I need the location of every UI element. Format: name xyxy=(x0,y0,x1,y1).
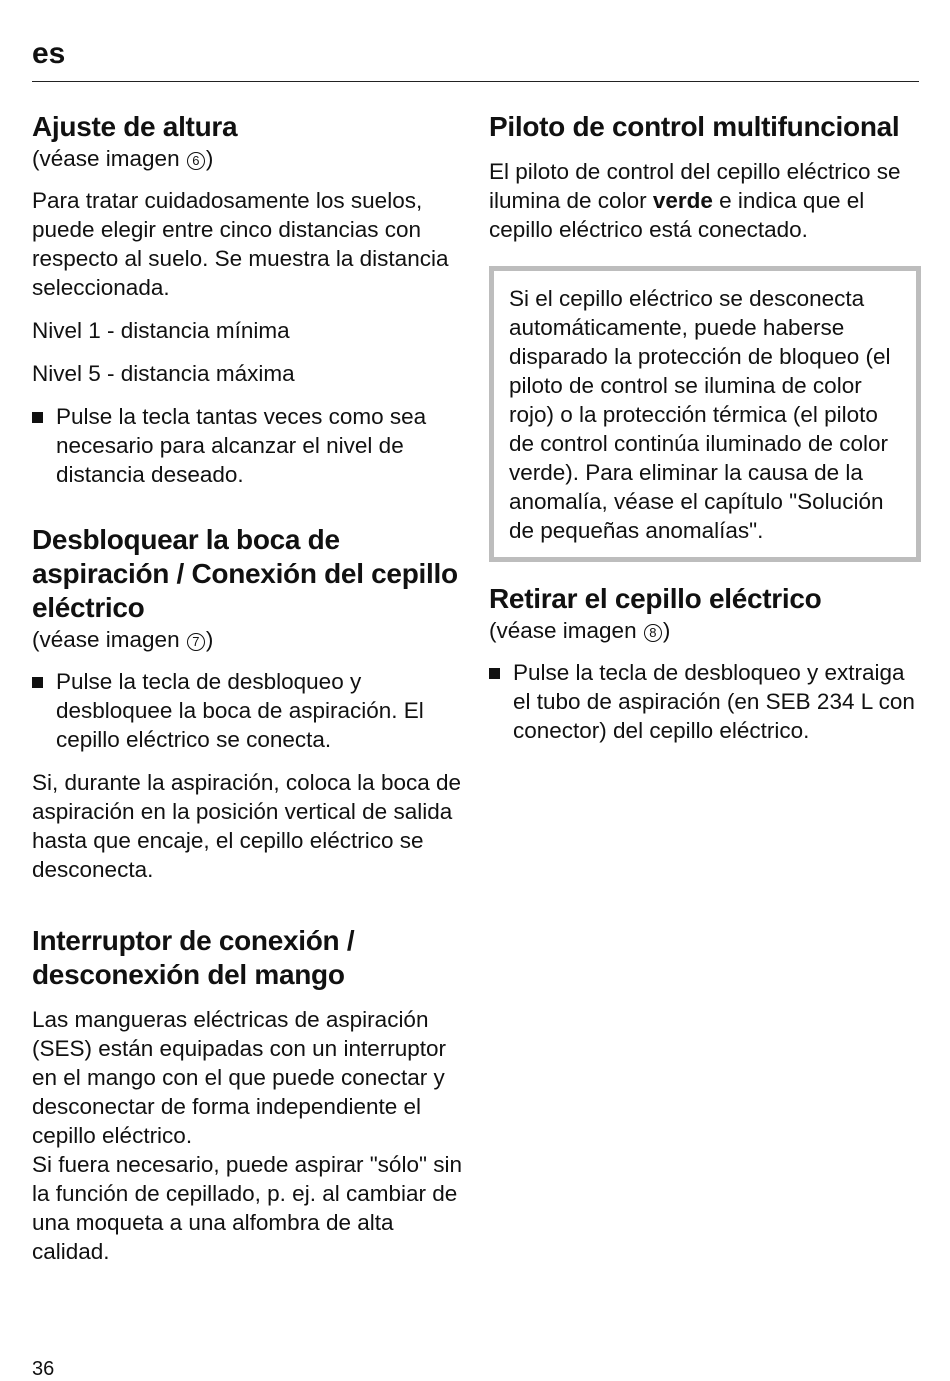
list-item: Pulse la tecla tantas veces como sea necesario para alcanzar el nivel de distancia deseado. xyxy=(32,402,464,489)
list-item: Pulse la tecla de desbloqueo y extraiga el tubo de aspiración (en SEB 234 L con conector) del cepillo eléctrico. xyxy=(489,658,921,745)
language-code: es xyxy=(32,37,66,70)
circled-number: 7 xyxy=(187,633,205,651)
image-reference: (véase imagen 6 ) xyxy=(32,146,214,171)
section-title: Ajuste de altura xyxy=(32,111,238,142)
section-retirar-cepillo xyxy=(489,582,921,745)
right-column xyxy=(489,110,921,745)
paragraph: Si fuera necesario, puede aspirar "sólo" sin la función de cepillado, p. ej. al cambiar de una moqueta a una alfombra de alta calidad. xyxy=(32,1152,462,1264)
section-interruptor xyxy=(32,924,464,1266)
section-ajuste-altura xyxy=(32,110,464,489)
circled-number: 6 xyxy=(187,152,205,170)
header-divider xyxy=(32,81,919,82)
section-title: Desbloquear la boca de aspiración / Conexión del cepillo eléctrico xyxy=(32,524,458,623)
paragraph: Las mangueras eléctricas de aspiración (SES) están equipadas con un interruptor en el mango con el que puede conectar y desconectar de forma independiente el cepillo eléctrico. xyxy=(32,1007,446,1148)
section-desbloquear xyxy=(32,523,464,884)
note-text: Si el cepillo eléctrico se desconecta automáticamente, puede haberse disparado la protección de bloqueo (el piloto de control se ilumina de color rojo) o la protección térmica (el piloto de control continúa iluminado de color verde). Para eliminar la causa de la anomalía, véase el capítulo "Solución de pequeñas anomalías". xyxy=(509,286,891,543)
paragraph: Nivel 5 - distancia máxima xyxy=(32,361,295,386)
instruction-list xyxy=(489,658,921,745)
paragraph: Si, durante la aspiración, coloca la boca de aspiración en la posición vertical de salida hasta que encaje, el cepillo eléctrico se desconecta. xyxy=(32,770,462,882)
paragraph: Nivel 1 - distancia mínima xyxy=(32,318,290,343)
emphasis-verde: verde xyxy=(652,188,713,213)
page-number: 36 xyxy=(32,1358,55,1380)
section-title: Piloto de control multifuncional xyxy=(489,111,900,142)
instruction-list xyxy=(32,402,464,489)
instruction-list xyxy=(32,667,464,754)
section-title: Interruptor de conexión / desconexión del mango xyxy=(32,925,355,990)
list-item: Pulse la tecla de desbloqueo y desbloquee la boca de aspiración. El cepillo eléctrico se conecta. xyxy=(32,667,464,754)
circled-number: 8 xyxy=(644,624,662,642)
image-reference: (véase imagen 8 ) xyxy=(489,618,671,643)
image-reference: (véase imagen 7 ) xyxy=(32,627,214,652)
left-column xyxy=(32,110,464,1266)
note-box xyxy=(489,266,921,562)
paragraph: El piloto de control del cepillo eléctrico se ilumina de color verde e indica que el cepillo eléctrico está conectado. xyxy=(489,159,901,242)
section-title: Retirar el cepillo eléctrico xyxy=(489,583,822,614)
section-piloto-control xyxy=(489,110,921,562)
paragraph: Para tratar cuidadosamente los suelos, puede elegir entre cinco distancias con respecto al suelo. Se muestra la distancia seleccionada. xyxy=(32,188,449,300)
